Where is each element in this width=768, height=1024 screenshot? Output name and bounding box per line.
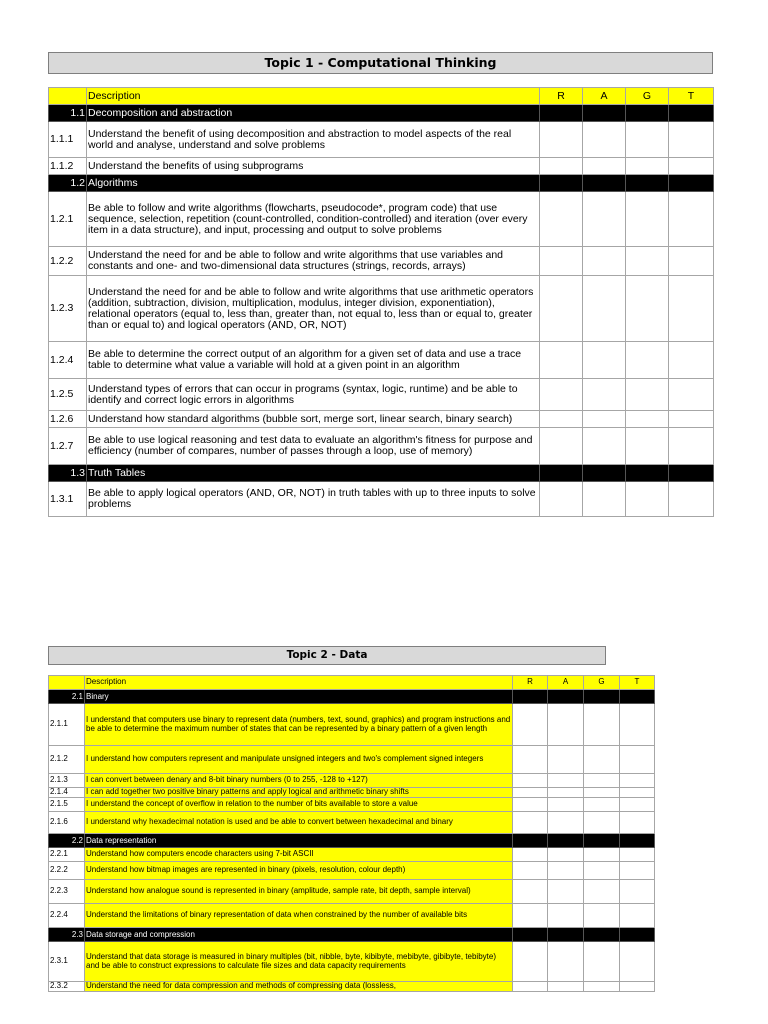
item-description: Be able to apply logical operators (AND, OR, NOT) in truth tables with up to three inputs to solve problems <box>87 482 540 517</box>
rating-cell-r[interactable] <box>540 192 583 247</box>
rating-cell-g[interactable] <box>626 192 669 247</box>
rating-cell-r[interactable] <box>513 848 548 862</box>
table-row <box>49 379 714 411</box>
rating-cell-r[interactable] <box>513 774 548 788</box>
table-row <box>49 774 655 788</box>
item-number: 1.2.2 <box>49 247 87 276</box>
rating-cell-a[interactable] <box>548 798 584 812</box>
topic2-header-g: G <box>584 676 620 690</box>
item-description: Be able to determine the correct output of an algorithm for a given set of data and use a trace table to determine what value a variable will hold at a given point in an algorithm <box>87 342 540 379</box>
item-number: 1.1.2 <box>49 158 87 175</box>
rating-cell-g <box>584 928 620 942</box>
item-description: Understand the limitations of binary representation of data when constrained by the number of available bits <box>85 904 513 928</box>
item-description: Be able to use logical reasoning and test data to evaluate an algorithm's fitness for purpose and efficiency (number of compares, number of passes through a loop, use of memory) <box>87 428 540 465</box>
item-number: 2.1.6 <box>49 812 85 834</box>
rating-cell-r[interactable] <box>513 982 548 992</box>
rating-cell-t <box>620 928 655 942</box>
item-description: I understand why hexadecimal notation is used and be able to convert between hexadecimal and binary <box>85 812 513 834</box>
rating-cell-g[interactable] <box>584 848 620 862</box>
item-description: Understand how standard algorithms (bubble sort, merge sort, linear search, binary search) <box>87 411 540 428</box>
rating-cell-r[interactable] <box>540 276 583 342</box>
table-row <box>49 812 655 834</box>
item-number: 2.1.2 <box>49 746 85 774</box>
rating-cell-t[interactable] <box>669 122 714 158</box>
rating-cell-r <box>540 465 583 482</box>
topic2-rows <box>49 676 655 992</box>
rating-cell-r[interactable] <box>513 746 548 774</box>
table-row <box>49 798 655 812</box>
rating-cell-t <box>620 690 655 704</box>
table-row <box>49 704 655 746</box>
rating-cell-g[interactable] <box>626 482 669 517</box>
item-number: 1.2.1 <box>49 192 87 247</box>
rating-cell-t[interactable] <box>669 158 714 175</box>
rating-cell-g[interactable] <box>626 411 669 428</box>
rating-cell-r[interactable] <box>540 379 583 411</box>
item-description: Understand how computers encode characters using 7-bit ASCII <box>85 848 513 862</box>
section-title: Decomposition and abstraction <box>87 105 540 122</box>
rating-cell-r <box>513 834 548 848</box>
rating-cell-g[interactable] <box>584 942 620 982</box>
rating-cell-g[interactable] <box>584 904 620 928</box>
rating-cell-t[interactable] <box>620 982 655 992</box>
rating-cell-t[interactable] <box>620 704 655 746</box>
table-row <box>49 192 714 247</box>
topic2-header-a: A <box>548 676 584 690</box>
rating-cell-g <box>626 175 669 192</box>
section-number: 1.2 <box>49 175 87 192</box>
item-description: I understand how computers represent and manipulate unsigned integers and two's complement signed integers <box>85 746 513 774</box>
rating-cell-t[interactable] <box>620 798 655 812</box>
section-title: Data storage and compression <box>85 928 513 942</box>
item-description: Understand the benefits of using subprograms <box>87 158 540 175</box>
rating-cell-g <box>626 105 669 122</box>
section-row <box>49 834 655 848</box>
topic2-title: Topic 2 - Data <box>48 646 606 665</box>
rating-cell-a[interactable] <box>583 192 626 247</box>
rating-cell-a[interactable] <box>583 122 626 158</box>
rating-cell-a <box>583 465 626 482</box>
rating-cell-g[interactable] <box>626 276 669 342</box>
rating-cell-a[interactable] <box>583 411 626 428</box>
item-number: 1.3.1 <box>49 482 87 517</box>
topic2-header-row <box>49 676 655 690</box>
rating-cell-r[interactable] <box>540 411 583 428</box>
rating-cell-a[interactable] <box>548 942 584 982</box>
rating-cell-g <box>584 690 620 704</box>
item-description: Be able to follow and write algorithms (flowcharts, pseudocode*, program code) that use sequence, selection, repetition (count-controlled, condition-controlled) and iteration (over every item in a data structure), and input, processing and output to solve problems <box>87 192 540 247</box>
rating-cell-g[interactable] <box>626 342 669 379</box>
rating-cell-r <box>513 690 548 704</box>
item-number: 1.2.7 <box>49 428 87 465</box>
rating-cell-a[interactable] <box>548 704 584 746</box>
section-row <box>49 105 714 122</box>
rating-cell-a[interactable] <box>583 342 626 379</box>
section-row <box>49 690 655 704</box>
topic2-header-description: Description <box>85 676 513 690</box>
rating-cell-g[interactable] <box>584 704 620 746</box>
item-number: 1.2.6 <box>49 411 87 428</box>
topic1-table <box>48 87 714 517</box>
rating-cell-t[interactable] <box>669 411 714 428</box>
rating-cell-r[interactable] <box>513 704 548 746</box>
rating-cell-r[interactable] <box>540 122 583 158</box>
rating-cell-g[interactable] <box>584 982 620 992</box>
item-description: I understand that computers use binary to represent data (numbers, text, sound, graphics) and program instructions and be able to determine the maximum number of states that can be represented by a binary pattern of a given length <box>85 704 513 746</box>
topic1-header-t: T <box>669 88 714 105</box>
topic2-header-num <box>49 676 85 690</box>
table-row <box>49 158 714 175</box>
rating-cell-t[interactable] <box>669 247 714 276</box>
table-row <box>49 342 714 379</box>
rating-cell-g[interactable] <box>584 774 620 788</box>
table-row <box>49 276 714 342</box>
rating-cell-g[interactable] <box>584 788 620 798</box>
rating-cell-a <box>548 834 584 848</box>
item-number: 2.3.1 <box>49 942 85 982</box>
rating-cell-a[interactable] <box>548 862 584 880</box>
rating-cell-t[interactable] <box>669 482 714 517</box>
rating-cell-g[interactable] <box>584 746 620 774</box>
table-row <box>49 788 655 798</box>
rating-cell-t[interactable] <box>620 746 655 774</box>
item-description: I can add together two positive binary patterns and apply logical and arithmetic binary shifts <box>85 788 513 798</box>
rating-cell-t[interactable] <box>620 862 655 880</box>
topic2-table <box>48 675 655 992</box>
rating-cell-r[interactable] <box>513 904 548 928</box>
table-row <box>49 411 714 428</box>
rating-cell-g[interactable] <box>626 247 669 276</box>
section-row <box>49 465 714 482</box>
section-title: Data representation <box>85 834 513 848</box>
rating-cell-t[interactable] <box>620 788 655 798</box>
item-number: 2.2.2 <box>49 862 85 880</box>
rating-cell-a[interactable] <box>548 812 584 834</box>
rating-cell-r[interactable] <box>513 880 548 904</box>
rating-cell-r[interactable] <box>513 812 548 834</box>
item-number: 2.2.1 <box>49 848 85 862</box>
rating-cell-r[interactable] <box>513 788 548 798</box>
rating-cell-t[interactable] <box>669 428 714 465</box>
rating-cell-a[interactable] <box>548 982 584 992</box>
item-description: Understand the need for data compression and methods of compressing data (lossless, <box>85 982 513 992</box>
rating-cell-a[interactable] <box>548 746 584 774</box>
rating-cell-r <box>540 105 583 122</box>
item-number: 2.3.2 <box>49 982 85 992</box>
rating-cell-g[interactable] <box>584 812 620 834</box>
item-description: Understand the need for and be able to follow and write algorithms that use variables and constants and one- and two-dimensional data structures (strings, records, arrays) <box>87 247 540 276</box>
section-number: 2.3 <box>49 928 85 942</box>
table-row <box>49 746 655 774</box>
rating-cell-r <box>513 928 548 942</box>
rating-cell-g[interactable] <box>584 862 620 880</box>
rating-cell-g[interactable] <box>626 379 669 411</box>
rating-cell-t[interactable] <box>669 342 714 379</box>
rating-cell-r[interactable] <box>540 342 583 379</box>
table-row <box>49 880 655 904</box>
section-title: Algorithms <box>87 175 540 192</box>
rating-cell-a <box>548 928 584 942</box>
rating-cell-a[interactable] <box>583 158 626 175</box>
rating-cell-t <box>669 105 714 122</box>
rating-cell-t <box>620 834 655 848</box>
rating-cell-a[interactable] <box>583 428 626 465</box>
section-number: 2.2 <box>49 834 85 848</box>
topic1-header-r: R <box>540 88 583 105</box>
rating-cell-g <box>626 465 669 482</box>
rating-cell-g <box>584 834 620 848</box>
topic1-header-num <box>49 88 87 105</box>
table-row <box>49 122 714 158</box>
item-description: Understand the need for and be able to follow and write algorithms that use arithmetic operators (addition, subtraction, division, multiplication, modulus, integer division, exponentiation), relational operators (equal to, less than, greater than, not equal to, less than or equal to, greater than or equal to) and logical operators (AND, OR, NOT) <box>87 276 540 342</box>
rating-cell-r[interactable] <box>540 247 583 276</box>
rating-cell-t[interactable] <box>620 848 655 862</box>
item-description: Understand that data storage is measured in binary multiples (bit, nibble, byte, kibibyte, mebibyte, gibibyte, tebibyte) and be able to construct expressions to calculate file sizes and data capacity requirements <box>85 942 513 982</box>
section-number: 2.1 <box>49 690 85 704</box>
section-row <box>49 175 714 192</box>
item-number: 2.1.5 <box>49 798 85 812</box>
rating-cell-g[interactable] <box>626 428 669 465</box>
topic1-title: Topic 1 - Computational Thinking <box>48 52 713 74</box>
item-number: 1.2.4 <box>49 342 87 379</box>
rating-cell-t[interactable] <box>620 880 655 904</box>
rating-cell-g[interactable] <box>626 122 669 158</box>
table-row <box>49 848 655 862</box>
item-description: Understand types of errors that can occur in programs (syntax, logic, runtime) and be able to identify and correct logic errors in algorithms <box>87 379 540 411</box>
item-number: 1.2.5 <box>49 379 87 411</box>
topic2-header-t: T <box>620 676 655 690</box>
section-number: 1.3 <box>49 465 87 482</box>
item-description: I can convert between denary and 8-bit binary numbers (0 to 255, -128 to +127) <box>85 774 513 788</box>
topic1-header-row <box>49 88 714 105</box>
section-number: 1.1 <box>49 105 87 122</box>
table-row <box>49 982 655 992</box>
rating-cell-a[interactable] <box>583 247 626 276</box>
section-row <box>49 928 655 942</box>
rating-cell-t[interactable] <box>669 192 714 247</box>
rating-cell-r[interactable] <box>513 798 548 812</box>
item-number: 2.2.3 <box>49 880 85 904</box>
item-description: Understand how bitmap images are represented in binary (pixels, resolution, colour depth) <box>85 862 513 880</box>
rating-cell-g[interactable] <box>584 880 620 904</box>
rating-cell-r[interactable] <box>540 158 583 175</box>
rating-cell-r <box>540 175 583 192</box>
topic1-header-a: A <box>583 88 626 105</box>
rating-cell-g[interactable] <box>584 798 620 812</box>
topic1-rows <box>49 88 714 517</box>
item-description: Understand the benefit of using decomposition and abstraction to model aspects of the real world and analyse, understand and solve problems <box>87 122 540 158</box>
item-number: 2.1.4 <box>49 788 85 798</box>
topic1-header-g: G <box>626 88 669 105</box>
item-number: 1.2.3 <box>49 276 87 342</box>
rating-cell-a[interactable] <box>548 774 584 788</box>
rating-cell-t[interactable] <box>669 276 714 342</box>
item-number: 2.1.3 <box>49 774 85 788</box>
topic2-header-r: R <box>513 676 548 690</box>
rating-cell-a <box>548 690 584 704</box>
rating-cell-a <box>583 175 626 192</box>
item-description: I understand the concept of overflow in relation to the number of bits available to store a value <box>85 798 513 812</box>
section-title: Binary <box>85 690 513 704</box>
rating-cell-a[interactable] <box>548 788 584 798</box>
item-number: 2.2.4 <box>49 904 85 928</box>
topic1-header-description: Description <box>87 88 540 105</box>
rating-cell-t[interactable] <box>669 379 714 411</box>
rating-cell-t[interactable] <box>620 942 655 982</box>
table-row <box>49 862 655 880</box>
table-row <box>49 904 655 928</box>
rating-cell-t[interactable] <box>620 774 655 788</box>
table-row <box>49 247 714 276</box>
rating-cell-a[interactable] <box>583 482 626 517</box>
rating-cell-t[interactable] <box>620 904 655 928</box>
table-row <box>49 942 655 982</box>
section-title: Truth Tables <box>87 465 540 482</box>
item-number: 2.1.1 <box>49 704 85 746</box>
item-description: Understand how analogue sound is represented in binary (amplitude, sample rate, bit depth, sample interval) <box>85 880 513 904</box>
rating-cell-r[interactable] <box>513 862 548 880</box>
rating-cell-r[interactable] <box>540 482 583 517</box>
rating-cell-t <box>669 175 714 192</box>
rating-cell-a[interactable] <box>548 880 584 904</box>
rating-cell-r[interactable] <box>540 428 583 465</box>
rating-cell-t[interactable] <box>620 812 655 834</box>
table-row <box>49 482 714 517</box>
rating-cell-g[interactable] <box>626 158 669 175</box>
rating-cell-a <box>583 105 626 122</box>
rating-cell-r[interactable] <box>513 942 548 982</box>
rating-cell-t <box>669 465 714 482</box>
rating-cell-a[interactable] <box>548 848 584 862</box>
table-row <box>49 428 714 465</box>
rating-cell-a[interactable] <box>583 379 626 411</box>
rating-cell-a[interactable] <box>548 904 584 928</box>
item-number: 1.1.1 <box>49 122 87 158</box>
rating-cell-a[interactable] <box>583 276 626 342</box>
